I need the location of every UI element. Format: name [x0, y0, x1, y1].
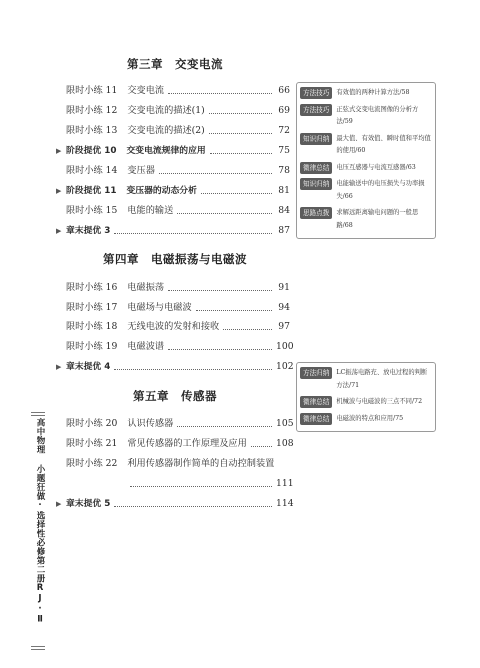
toc-label: 限时小练 13	[66, 125, 118, 136]
tip-item	[300, 178, 432, 203]
toc-label: 章末提优 5	[66, 499, 111, 509]
toc-label: 限时小练 11	[66, 85, 118, 96]
book-spine-title: 高中物理 小题狂做·选择性必修第二册RJ·Ⅱ	[35, 418, 45, 625]
toc-label: 限时小练 14	[66, 165, 118, 176]
triangle-marker-icon: ▶	[56, 187, 62, 195]
toc-row[interactable]	[56, 360, 294, 374]
page-number: 100	[276, 341, 294, 352]
page-number: 94	[278, 302, 290, 313]
tip-text: 求解远距离输电问题的一般思路/68	[336, 209, 419, 229]
spine-divider-bottom	[31, 649, 45, 650]
tip-tag: 微律总结	[300, 162, 332, 174]
tip-text: 电压互感器与电流互感器/63	[336, 163, 416, 171]
tip-text: 正弦式交变电流图像的分析方法/59	[336, 105, 419, 125]
toc-row[interactable]	[56, 144, 290, 158]
toc-label: 限时小练 16	[66, 282, 118, 293]
chapter-title: 第五章 传感器	[133, 389, 217, 403]
toc-row[interactable]	[56, 184, 290, 198]
toc-title: 变压器的动态分析	[126, 186, 197, 196]
leader-dots	[168, 349, 272, 350]
tip-item	[300, 396, 432, 409]
toc-title: 无线电波的发射和接收	[127, 321, 220, 332]
toc-row[interactable]	[66, 104, 290, 118]
tip-item	[300, 207, 432, 232]
tip-tag: 知识归纳	[300, 178, 332, 190]
triangle-marker-icon: ▶	[56, 147, 62, 155]
tip-item	[300, 87, 432, 100]
toc-label: 阶段提优 11	[66, 186, 117, 196]
triangle-marker-icon: ▶	[56, 363, 62, 371]
toc-title: 电磁场与电磁波	[127, 302, 192, 313]
toc-row[interactable]	[66, 301, 290, 315]
toc-title: 电能的输送	[127, 205, 174, 216]
toc-label: 限时小练 20	[66, 418, 118, 429]
leader-dots	[177, 213, 272, 214]
page-number: 91	[278, 282, 290, 293]
page-number: 81	[278, 185, 290, 196]
leader-dots	[130, 486, 272, 487]
leader-dots	[210, 153, 272, 154]
toc-row[interactable]	[66, 417, 294, 431]
page-number: 84	[278, 205, 290, 216]
leader-dots	[159, 173, 272, 174]
tip-tag: 方法归纳	[300, 367, 332, 379]
tip-text: 最大值、有效值、瞬时值和平均值的使用/60	[336, 134, 431, 154]
tip-tag: 思路点拨	[300, 207, 332, 219]
toc-row[interactable]	[66, 124, 290, 138]
toc-row-continued[interactable]	[130, 477, 294, 491]
leader-dots	[177, 426, 272, 427]
toc-row[interactable]	[66, 164, 290, 178]
chapter-title: 第四章 电磁振荡与电磁波	[103, 252, 247, 266]
tip-tag: 方法技巧	[300, 104, 332, 116]
leader-dots	[114, 506, 272, 507]
toc-row[interactable]	[66, 457, 290, 471]
toc-title: 电磁振荡	[127, 282, 165, 293]
toc-title: 认识传感器	[127, 418, 174, 429]
toc-row[interactable]	[56, 224, 290, 238]
toc-row[interactable]	[56, 497, 294, 511]
spine-divider-top	[31, 415, 45, 416]
tip-tag: 微律总结	[300, 413, 332, 425]
leader-dots	[114, 369, 272, 370]
page-number: 69	[278, 105, 290, 116]
toc-label: 限时小练 21	[66, 438, 118, 449]
page-number: 97	[278, 321, 290, 332]
toc-label: 章末提优 4	[66, 362, 111, 372]
leader-dots	[209, 133, 272, 134]
toc-title: 交变电流	[127, 85, 165, 96]
triangle-marker-icon: ▶	[56, 227, 62, 235]
triangle-marker-icon: ▶	[56, 500, 62, 508]
leader-dots	[209, 113, 272, 114]
tips-box	[296, 362, 436, 432]
page-number: 87	[278, 225, 290, 236]
tip-item	[300, 133, 432, 158]
page-number: 66	[278, 85, 290, 96]
toc-label: 限时小练 18	[66, 321, 118, 332]
leader-dots	[196, 310, 272, 311]
tip-text: 电磁波的特点和应用/75	[336, 414, 404, 422]
page-number: 75	[278, 145, 290, 156]
toc-title: 交变电流的描述(2)	[127, 125, 205, 136]
tip-tag: 知识归纳	[300, 133, 332, 145]
toc-row[interactable]	[66, 340, 294, 354]
page-number: 105	[276, 418, 294, 429]
toc-label: 限时小练 15	[66, 205, 118, 216]
tip-tag: 微律总结	[300, 396, 332, 408]
tip-item	[300, 413, 432, 426]
page-number: 78	[278, 165, 290, 176]
spine-divider-top	[31, 412, 45, 413]
chapter-title: 第三章 交变电流	[127, 57, 223, 71]
tip-text: 电能输送中的电压损失与功率损失/66	[336, 180, 425, 200]
page-number: 111	[276, 478, 294, 489]
tip-text: LC振荡电路充、放电过程的判断方法/71	[336, 369, 428, 389]
leader-dots	[168, 93, 272, 94]
tip-item	[300, 162, 432, 175]
page-number: 114	[276, 498, 294, 509]
leader-dots	[251, 446, 272, 447]
toc-row[interactable]	[66, 84, 290, 98]
toc-row[interactable]	[66, 320, 290, 334]
tip-text: 有效值的两种计算方法/58	[336, 89, 410, 96]
toc-title: 交变电流规律的应用	[126, 146, 206, 156]
toc-title: 交变电流的描述(1)	[127, 105, 205, 116]
tip-item	[300, 367, 432, 392]
toc-title: 利用传感器制作简单的自动控制装置	[127, 458, 275, 469]
toc-title: 常见传感器的工作原理及应用	[127, 438, 247, 449]
leader-dots	[223, 329, 272, 330]
page-number: 108	[276, 438, 294, 449]
tip-text: 机械波与电磁波的三点不同/72	[336, 398, 423, 405]
toc-row[interactable]	[66, 281, 290, 295]
toc-label: 阶段提优 10	[66, 146, 117, 156]
toc-label: 限时小练 22	[66, 458, 118, 469]
leader-dots	[114, 233, 272, 234]
toc-row[interactable]	[66, 437, 294, 451]
page-number: 102	[276, 361, 294, 372]
toc-title: 电磁波谱	[127, 341, 165, 352]
tips-box	[296, 82, 436, 239]
spine-divider-bottom	[31, 646, 45, 647]
tip-item	[300, 104, 432, 129]
toc-label: 限时小练 19	[66, 341, 118, 352]
leader-dots	[201, 193, 272, 194]
toc-title: 变压器	[127, 165, 155, 176]
page-number: 72	[278, 125, 290, 136]
toc-row[interactable]	[66, 204, 290, 218]
leader-dots	[168, 290, 272, 291]
toc-label: 章末提优 3	[66, 226, 111, 236]
toc-label: 限时小练 12	[66, 105, 118, 116]
tip-tag: 方法技巧	[300, 87, 332, 99]
toc-label: 限时小练 17	[66, 302, 118, 313]
